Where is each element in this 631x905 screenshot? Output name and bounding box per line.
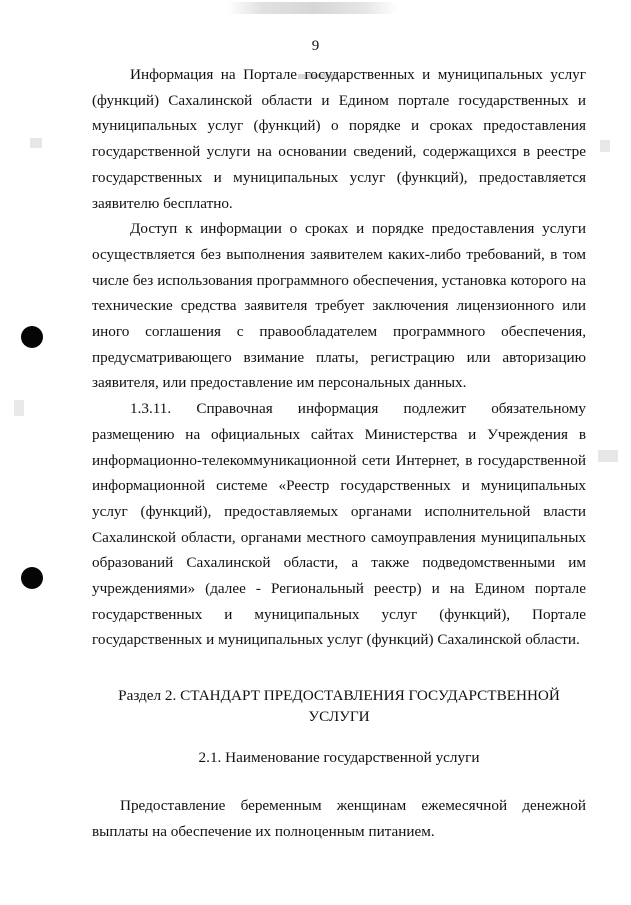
scan-noise-left-2 (14, 400, 24, 416)
scan-noise-top (228, 2, 398, 14)
subsection-title: 2.1. Наименование государственной услуги (198, 749, 480, 766)
section-title: Раздел 2. СТАНДАРТ ПРЕДОСТАВЛЕНИЯ ГОСУДАРСТВЕННОЙ УСЛУГИ (118, 687, 560, 725)
scan-noise-right (600, 140, 610, 152)
paragraph-access-info: Доступ к информации о сроках и порядке предоставления услуги осуществляется без выполнения заявителем каких-либо требований, в том числе без использования программного обеспечения, установка которого на технические средства заявителя требует заключения лицензионного или иного соглашения с правообладателем программного обеспечения, предусматривающего взимание платы, регистрацию или авторизацию заявителя, или предоставление им персональных данных. (92, 220, 586, 392)
paragraph-reference-info: 1.3.11. Справочная информация подлежит обязательному размещению на официальных сайтах Министерства и Учреждения в информационно-телекоммуникационной сети Интернет, в государственной информационной системе «Реестр государственных и муниципальных услуг (функций), предоставляемых органами исполнительной власти Сахалинской области, органами местного самоуправления муниципальных образований Сахалинской области, а также подведомственными им учреждениями» (далее - Региональный реестр) и на Едином портале государственных и муниципальных услуг (функций), Портале государственных и муниципальных услуг (функций) Сахалинской области. (92, 400, 586, 649)
page-number: 9 (311, 38, 320, 54)
punch-hole-upper (21, 326, 43, 348)
body-text (92, 62, 586, 653)
punch-hole-lower (21, 567, 43, 589)
service-name-paragraph: Предоставление беременным женщинам ежемесячной денежной выплаты на обеспечение их полноценным питанием. (92, 797, 586, 840)
scan-noise-right-2 (598, 450, 618, 462)
paragraph-portal-info: Информация на Портале государственных и муниципальных услуг (функций) Сахалинской области и Едином портале государственных и муниципальных услуг (функций) о порядке и сроках предоставления государственной услуги на основании сведений, содержащихся в реестре государственных и муниципальных услуг (функций), предоставляется заявителю бесплатно. (92, 66, 586, 212)
scan-noise-left (30, 138, 42, 148)
